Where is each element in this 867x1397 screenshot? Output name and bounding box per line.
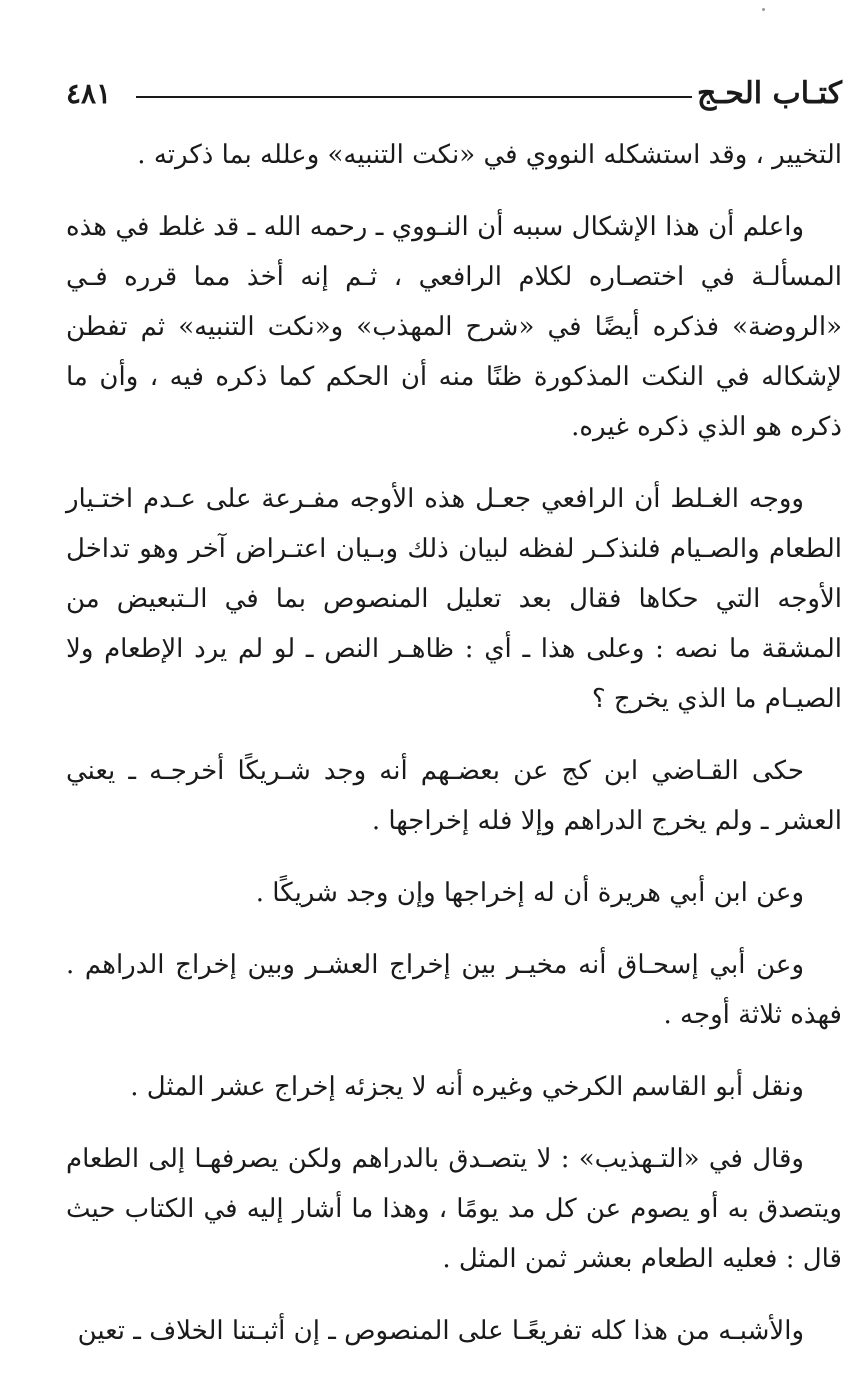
paragraph-continuation: التخيير ، وقد استشكله النووي في «نكت التنبيه» وعلله بما ذكرته . (137, 140, 842, 170)
paragraph: وقال في «التـهذيب» : لا يتصـدق بالدراهم ولكن يصرفهـا إلى الطعام ويتصدق به أو يصوم عن كل مد يومًا ، وهذا ما أشار إليه في الكتاب حيث قال : فعليه الطعام بعشر ثمن المثل . (66, 1144, 842, 1274)
header-rule (136, 96, 692, 98)
paragraph: واعلم أن هذا الإشكال سببه أن النـووي ـ رحمه الله ـ قد غلط في هذه المسألـة في اختصـاره لكلام الرافعي ، ثـم إنه أخذ مما قرره فـي «الروضة» فذكره أيضًا في «شرح المهذب» و«نكت التنبيه» ثم تفطن لإشكاله في النكت المذكورة ظنًا منه أن الحكم كما ذكره فيه ، وأن ما ذكره هو الذي ذكره غيره. (66, 212, 842, 442)
paragraph: حكى القـاضي ابن كج عن بعضـهم أنه وجد شـريكًا أخرجـه ـ يعني العشر ـ ولم يخرج الدراهم وإلا فله إخراجها . (66, 756, 842, 836)
running-header (66, 72, 842, 116)
paragraph: والأشبـه من هذا كله تفريعًـا على المنصوص ـ إن أثبـتنا الخلاف ـ تعين (77, 1316, 804, 1346)
body-text (66, 130, 842, 1378)
scan-speck (762, 8, 765, 11)
paragraph: وعن أبي إسحـاق أنه مخيـر بين إخراج العشـر وبين إخراج الدراهم . فهذه ثلاثة أوجه . (66, 950, 842, 1030)
chapter-title: كتـاب الحـج (697, 76, 842, 111)
page-number: ٤٨١ (66, 77, 112, 110)
paragraph: وعن ابن أبي هريرة أن له إخراجها وإن وجد شريكًا . (255, 878, 804, 908)
paragraph: ووجه الغـلط أن الرافعي جعـل هذه الأوجه مفـرعة على عـدم اختـيار الطعام والصـيام فلنذكـر لفظه لبيان ذلك وبـيان اعتـراض آخر وهو تداخل الأوجه التي حكاها فقال بعد تعليل المنصوص بما في الـتبعيض من المشقة ما نصه : وعلى هذا ـ أي : ظاهـر النص ـ لو لم يرد الإطعام ولا الصيـام ما الذي يخرج ؟ (66, 484, 842, 714)
paragraph: ونقل أبو القاسم الكرخي وغيره أنه لا يجزئه إخراج عشر المثل . (130, 1072, 804, 1102)
